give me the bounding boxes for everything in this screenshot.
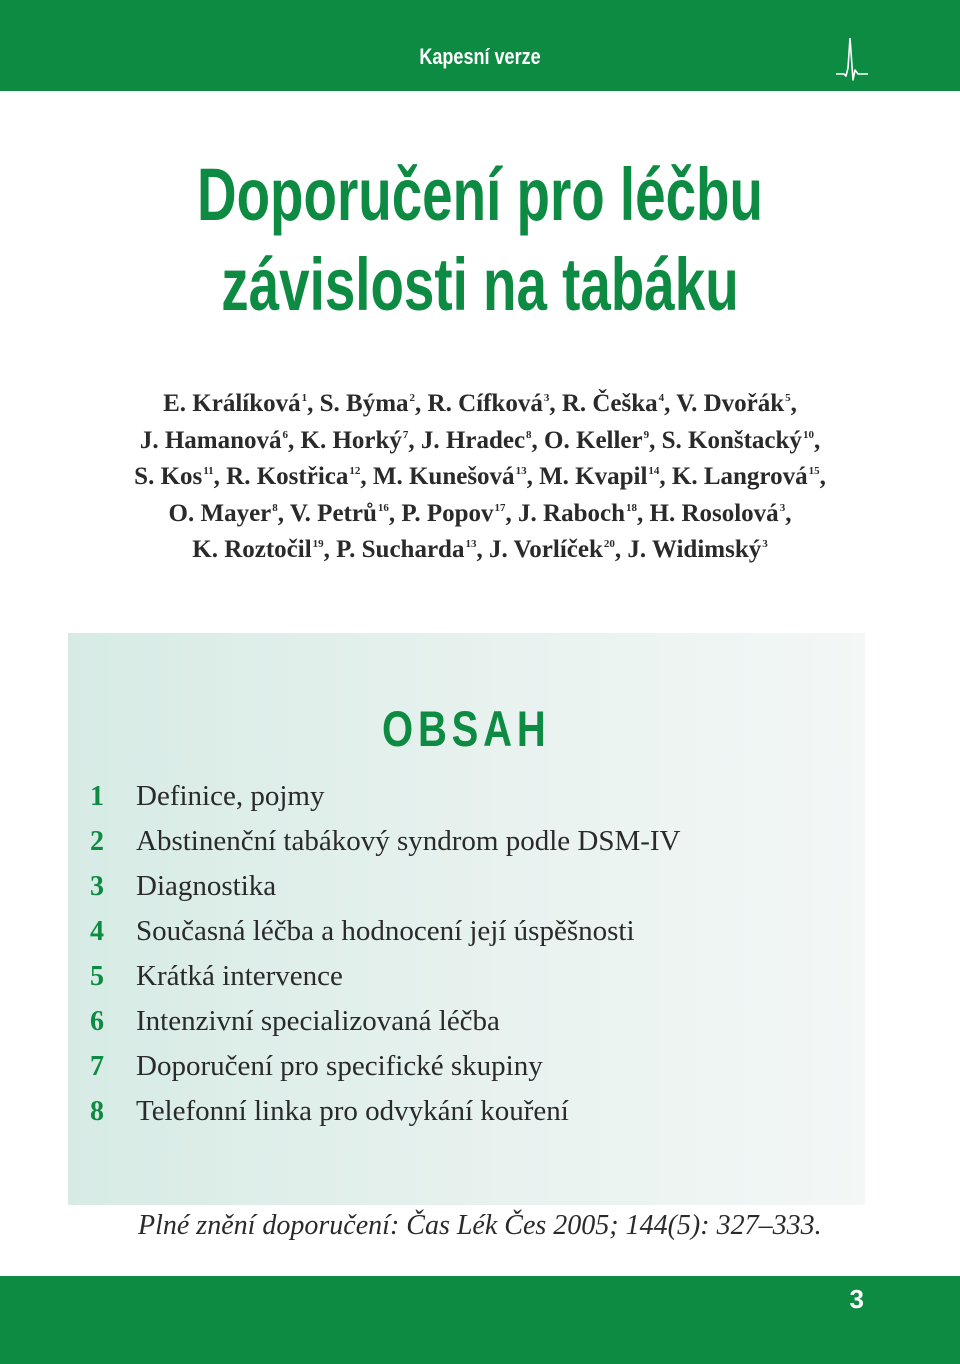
author-separator: , <box>213 463 227 490</box>
toc-item <box>90 909 850 954</box>
author-affiliation: 20 <box>603 538 615 550</box>
author-name: J. Hamanová <box>139 426 282 454</box>
toc-item <box>90 864 850 909</box>
author-separator: , <box>785 499 792 527</box>
toc-item-number: 4 <box>90 915 104 947</box>
author-affiliation: 8 <box>272 501 278 514</box>
toc-item-number: 7 <box>90 1050 104 1082</box>
toc-item <box>90 954 850 999</box>
author-separator: , <box>408 426 421 454</box>
author-separator: , <box>323 536 337 563</box>
author-name: R. Češka <box>561 390 658 417</box>
author-name: K. Roztočil <box>192 536 312 563</box>
author-name: E. Králíková <box>163 390 301 417</box>
author-separator: , <box>531 426 545 454</box>
toc-item-number: 8 <box>90 1095 104 1127</box>
author-affiliation: 3 <box>543 392 550 404</box>
author-separator: , <box>388 499 402 527</box>
author-affiliation: 17 <box>494 501 506 514</box>
title-line-1: Doporučení pro léčbu <box>197 153 763 236</box>
toc-item-text: Diagnostika <box>136 870 277 902</box>
toc-item <box>90 774 850 819</box>
toc-item-number: 2 <box>90 825 104 857</box>
author-name: K. Langrová <box>671 463 808 490</box>
author-affiliation: 6 <box>282 428 288 441</box>
author-affiliation: 13 <box>515 465 527 477</box>
author-line <box>40 534 920 571</box>
author-affiliation: 4 <box>658 392 665 404</box>
author-affiliation: 16 <box>377 501 389 514</box>
toc-item-text: Abstinenční tabákový syndrom podle DSM-IV <box>136 825 681 857</box>
author-name: S. Býma <box>319 390 409 417</box>
author-affiliation: 11 <box>203 465 214 477</box>
author-affiliation: 15 <box>808 465 820 477</box>
author-separator: , <box>277 499 290 527</box>
author-line <box>40 425 920 462</box>
author-list <box>40 388 920 571</box>
header-label: Kapesní verze <box>419 44 541 69</box>
author-separator: , <box>360 463 373 490</box>
author-affiliation: 14 <box>648 465 660 477</box>
author-name: R. Cífková <box>427 390 543 417</box>
author-separator: , <box>288 426 301 454</box>
footer-band <box>0 1276 960 1364</box>
toc-item <box>90 1089 850 1134</box>
author-separator: , <box>637 499 650 527</box>
toc-item <box>90 819 850 864</box>
toc-heading <box>68 700 865 758</box>
author-line <box>40 461 920 498</box>
author-affiliation: 7 <box>402 428 409 441</box>
toc-item <box>90 999 850 1044</box>
author-name: J. Widimský <box>627 536 762 563</box>
author-name: P. Popov <box>401 499 494 527</box>
author-affiliation: 19 <box>312 538 324 550</box>
title-line-2: závislosti na tabáku <box>221 243 739 326</box>
toc-item-text: Doporučení pro specifické skupiny <box>136 1050 543 1082</box>
author-name: M. Kunešová <box>372 463 515 490</box>
author-affiliation: 10 <box>802 428 814 441</box>
author-separator: , <box>415 390 428 417</box>
author-affiliation: 12 <box>349 465 361 477</box>
author-name: S. Kos <box>134 463 203 490</box>
ecg-icon <box>836 38 868 82</box>
author-name: M. Kvapil <box>539 463 648 490</box>
author-separator: , <box>659 463 672 490</box>
author-name: R. Kostřica <box>226 463 349 490</box>
author-separator: , <box>505 499 519 527</box>
citation: Plné znění doporučení: Čas Lék Čes 2005; 144(5): 327–333. <box>138 1210 822 1241</box>
author-name: J. Vorlíček <box>488 536 603 563</box>
author-affiliation: 13 <box>465 538 477 550</box>
author-name: H. Rosolová <box>649 499 779 527</box>
author-affiliation: 3 <box>779 501 786 514</box>
author-separator: , <box>649 426 662 454</box>
toc-item-text: Definice, pojmy <box>136 780 325 812</box>
toc-item-text: Současná léčba a hodnocení její úspěšnosti <box>136 915 635 947</box>
author-name: J. Hradec <box>420 426 526 454</box>
author-separator: , <box>549 390 562 417</box>
author-name: P. Sucharda <box>336 536 465 563</box>
author-affiliation: 3 <box>762 538 768 550</box>
toc-heading-text: OBSAH <box>382 701 551 757</box>
toc-item-number: 1 <box>90 780 104 812</box>
author-separator: , <box>819 463 826 490</box>
toc-item-number: 5 <box>90 960 104 992</box>
toc-item-number: 6 <box>90 1005 104 1037</box>
author-affiliation: 18 <box>626 501 637 514</box>
author-separator: , <box>526 463 540 490</box>
toc-item-text: Intenzivní specializovaná léčba <box>136 1005 500 1037</box>
author-line <box>40 498 920 535</box>
author-separator: , <box>664 390 677 417</box>
author-separator: , <box>614 536 628 563</box>
page-title <box>0 150 960 330</box>
author-separator: , <box>476 536 489 563</box>
author-name: V. Dvořák <box>676 390 785 417</box>
author-affiliation: 1 <box>301 392 308 404</box>
toc-list <box>90 774 850 1134</box>
author-separator: , <box>790 390 797 417</box>
author-name: K. Horký <box>300 426 402 454</box>
author-affiliation: 5 <box>785 392 791 404</box>
author-affiliation: 9 <box>643 428 650 441</box>
author-name: O. Keller <box>544 426 643 454</box>
author-name: S. Konštacký <box>661 426 802 454</box>
toc-item <box>90 1044 850 1089</box>
toc-item-text: Krátká intervence <box>136 960 343 992</box>
toc-item-text: Telefonní linka pro odvykání kouření <box>136 1095 569 1127</box>
toc-item-number: 3 <box>90 870 104 902</box>
author-line <box>40 388 920 425</box>
page-number: 3 <box>849 1284 864 1314</box>
author-name: V. Petrů <box>289 499 377 527</box>
author-affiliation: 8 <box>526 428 532 441</box>
author-separator: , <box>307 390 320 417</box>
author-affiliation: 2 <box>409 392 416 404</box>
author-name: J. Raboch <box>518 499 625 527</box>
author-separator: , <box>813 426 821 454</box>
author-name: O. Mayer <box>168 499 272 527</box>
